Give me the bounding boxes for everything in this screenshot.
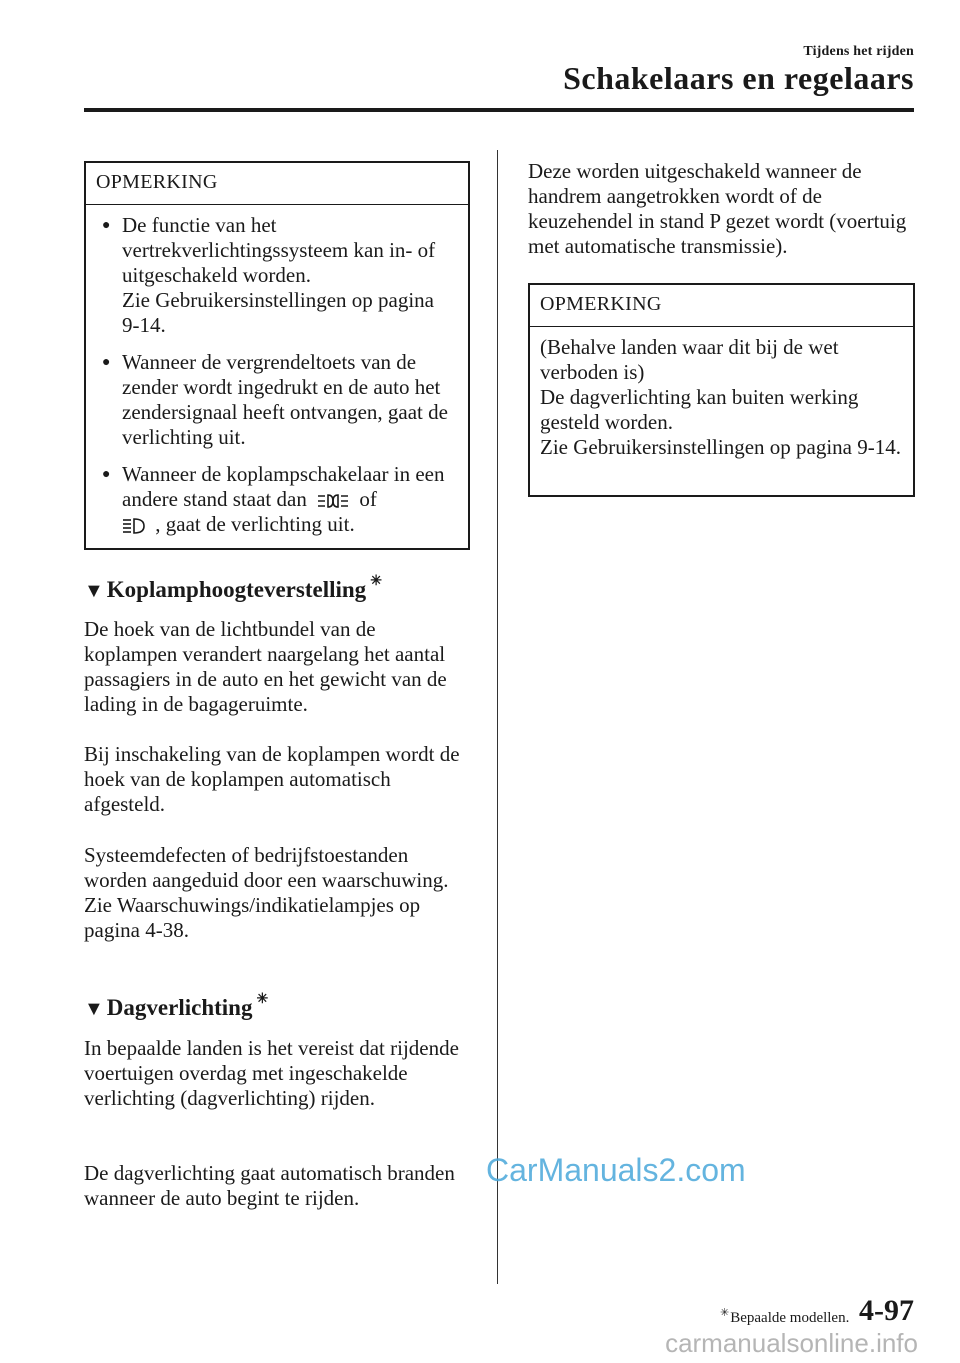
star-icon: ✳ [256, 992, 269, 1007]
parking-light-icon [316, 492, 350, 510]
star-icon: ✳ [720, 1307, 730, 1319]
note-body [86, 205, 468, 547]
note-bullet [98, 350, 456, 450]
bullet-text: De functie van het vertrekverlichtingssysteem kan in- of uitgeschakeld worden. [122, 213, 436, 287]
paragraph: Deze worden uitgeschakeld wanneer de handrem aangetrokken wordt of de keuzehendel in stand P gezet wordt (voertuig met automatische transmissie). [528, 159, 907, 258]
page-reference: Zie Waarschuwings/indikatielampjes op pagina 4-38. [84, 893, 421, 942]
site-url: carmanualsonline.info [665, 1328, 918, 1358]
star-icon: ✳ [370, 574, 382, 589]
note-box-left [84, 161, 470, 550]
heading-text: Dagverlichting [106, 995, 253, 1020]
section-heading-koplamp [84, 574, 382, 603]
note-line: Zie Gebruikersinstellingen op pagina 9-14. [540, 435, 901, 459]
note-box-right [528, 283, 915, 497]
bullet-icon: ● [102, 467, 111, 482]
note-body [530, 327, 913, 470]
bullet-text: of [359, 487, 377, 511]
paragraph-text: Systeemdefecten of bedrijfstoestanden worden aangeduid door een waarschuwing. [84, 843, 449, 892]
footnote [720, 1307, 850, 1327]
header-rule [84, 108, 914, 112]
bullet-icon: ● [102, 355, 111, 370]
section-heading-dagverlichting [84, 992, 269, 1021]
note-line: (Behalve landen waar dit bij de wet verboden is) [540, 335, 839, 384]
note-line: De dagverlichting kan buiten werking gesteld worden. [540, 385, 859, 434]
triangle-icon: ▼ [84, 580, 104, 602]
headlight-icon [122, 517, 146, 535]
note-bullet [98, 213, 456, 338]
watermark: CarManuals2.com [486, 1152, 746, 1188]
bullet-icon: ● [102, 218, 111, 233]
bullet-text: , gaat de verlichting uit. [155, 512, 355, 536]
page-title: Schakelaars en regelaars [563, 60, 914, 96]
bullet-text-ref: Zie Gebruikersinstellingen op pagina 9-14. [122, 288, 434, 337]
note-heading: OPMERKING [530, 285, 913, 327]
column-divider [497, 150, 498, 1284]
paragraph: De hoek van de lichtbundel van de koplampen verandert naargelang het aantal passagiers in de auto en het gewicht van de lading in de bagageruimte. [84, 617, 447, 716]
bullet-text: Wanneer de koplampschakelaar in een andere stand staat dan [122, 462, 445, 511]
paragraph: Bij inschakeling van de koplampen wordt de hoek van de koplampen automatisch afgesteld. [84, 742, 460, 816]
footnote-text: Bepaalde modellen. [730, 1310, 850, 1326]
heading-text: Koplamphoogteverstelling [106, 577, 367, 602]
note-bullet [98, 462, 456, 537]
note-heading: OPMERKING [86, 163, 468, 205]
paragraph: De dagverlichting gaat automatisch branden wanneer de auto begint te rijden. [84, 1161, 455, 1210]
bullet-text: Wanneer de vergrendeltoets van de zender wordt ingedrukt en de auto het zendersignaal heeft ontvangen, gaat de verlichting uit. [122, 350, 448, 449]
triangle-icon: ▼ [84, 998, 104, 1020]
paragraph [84, 843, 474, 943]
paragraph: In bepaalde landen is het vereist dat rijdende voertuigen overdag met ingeschakelde verlichting (dagverlichting) rijden. [84, 1036, 459, 1110]
page-number: 4-97 [859, 1294, 914, 1327]
section-header: Tijdens het rijden [803, 44, 914, 59]
